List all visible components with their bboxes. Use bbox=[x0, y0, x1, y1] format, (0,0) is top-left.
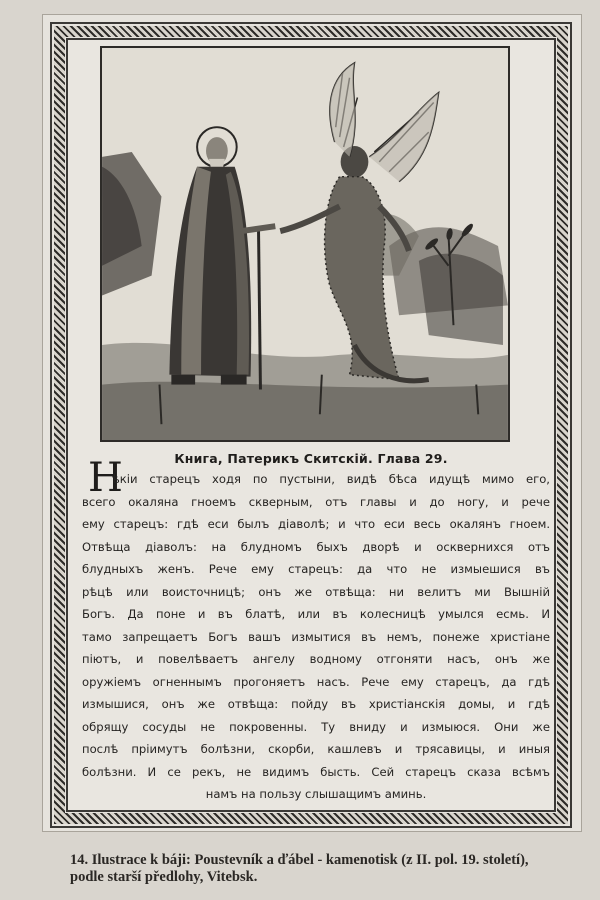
decorative-initial: Н bbox=[88, 455, 123, 501]
caption-line: 14. Ilustrace k báji: Poustevník a ďábel - kamenotisk (z II. pol. 19. století), bbox=[70, 852, 529, 868]
text-line: измышися, онъ же отвѣща: пойду въ христіанскія домы, и гдѣ bbox=[82, 697, 550, 711]
text-line: піютъ, и повелѣваетъ ангелу водному отгоняти насъ, онъ же bbox=[82, 652, 550, 666]
chapter-heading: Книга, Патерикъ Скитскій. Глава 29. bbox=[174, 451, 448, 466]
text-line: оружіемъ огненнымъ прогоняетъ насъ. Рече ему старецъ, да гдѣ bbox=[82, 674, 550, 689]
text-line: рѣцѣ или воисточницѣ; онъ же отвѣща: ни велитъ ми Вышній bbox=[82, 584, 550, 599]
text-line: всего окаляна гноемъ скверным, отъ главы и до ногу, и рече bbox=[82, 494, 550, 509]
text-line: ему старецъ: гдѣ еси былъ діаволѣ; и что еси весь окалянъ гноем. bbox=[82, 517, 550, 531]
hermit-and-devil-illustration bbox=[100, 46, 510, 442]
caption-line: podle starší předlohy, Vitebsk. bbox=[70, 869, 258, 885]
figure-caption bbox=[70, 852, 590, 886]
text-line: блудныхъ женъ. Рече ему старецъ: да что не измыешися въ bbox=[82, 562, 550, 576]
text-line: Отвѣща діаволъ: на блудномъ быхъ дворѣ и осквернихся отъ bbox=[82, 539, 550, 554]
text-line: ѣкіи старецъ ходя по пустыни, видѣ бѣса идущѣ мимо его, bbox=[112, 472, 550, 486]
text-line: тамо запрещаетъ Богъ вашъ измытися въ немъ, понеже христіане bbox=[82, 629, 550, 644]
text-line: обрящу сосуды не покровенны. Ту вниду и измыюся. Они же bbox=[82, 719, 550, 734]
text-line: намъ на пользу слышащимъ аминь. bbox=[205, 787, 427, 801]
text-line: болѣзни. И се рекъ, не видимъ бысть. Сей старецъ сказа всѣмъ bbox=[82, 764, 550, 779]
body-text bbox=[82, 468, 550, 806]
text-line: послѣ пріимутъ болѣзни, скорби, кашлевъ и трясавицы, и иныя bbox=[82, 742, 550, 756]
text-line: Богъ. Да поне и въ блатѣ, или въ колесницѣ умылся есмь. И bbox=[82, 607, 550, 621]
